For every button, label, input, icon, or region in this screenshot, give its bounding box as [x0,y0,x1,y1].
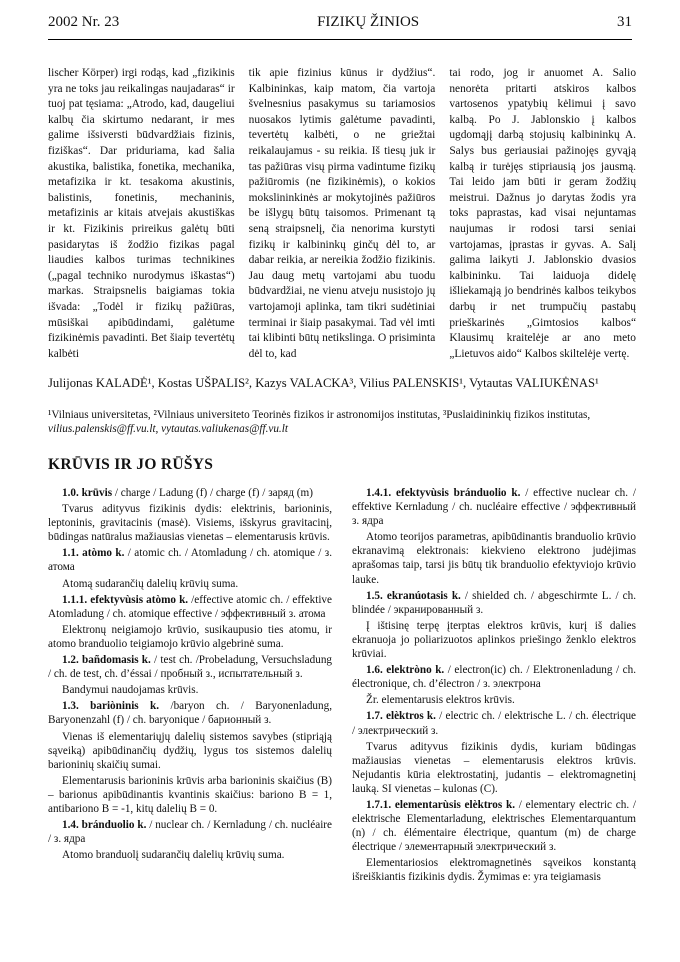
issue-label: 2002 Nr. 23 [48,14,120,30]
glossary-term: 1.7. elèktros k. [366,710,436,723]
glossary-translations: / atomic ch. / Atomladung / ch. atomique / з. атома [48,547,332,574]
glossary-entry-heading [352,663,636,691]
glossary-entry-heading [48,699,332,727]
running-header [48,14,632,40]
glossary-definition: Tvarus adityvus fizikinis dydis, kuriam būdingas mažiausias vienetas – elementarusis elektros krūvis. Nejudantis kūria elektrostatinį, judantis – elektromagnetinį lauką. SI vienetas – kulonas (C). [352,740,636,795]
glossary-entry-heading [352,798,636,854]
glossary-translations: / electric ch. / elektrische L. / ch. électrique / электрический з. [352,710,637,737]
glossary-definition: Į ištisinę terpę įterptas elektros krūvis, kurį iš dalies ekranuoja jo poliarizuotos aplinkos priešingo ženklo elektros krūviai. [352,619,636,661]
glossary-term: 1.7.1. elementarùsis elèktros k. [366,798,516,811]
glossary-term: 1.0. krūvis [62,487,113,499]
glossary-translations: / shielded ch. / abgeschirmte L. / ch. blindée / экранированный з. [352,589,636,616]
glossary-translations: / effective nuclear ch. / effektive Kernladung / ch. nucléaire effective / эффективный з. ядра [352,487,636,528]
glossary-entry-heading [352,486,636,528]
glossary-translations: / test ch. /Probeladung, Versuchsladung / ch. de test, ch. d’éssai / пробный з., испытательный з. [48,654,333,681]
glossary-translations: /effective atomic ch. / effektive Atomladung / ch. atomique effective / эффективный з. атома [48,593,332,620]
authors-line: Julijonas KALADĖ¹, Kostas UŠPALIS², Kazys VALACKA³, Vilius PALENSKIS¹, Vytautas VALIUKĖNAS¹ [48,376,599,390]
glossary-definition: Atomą sudarančių dalelių krūvių suma. [62,577,239,590]
top-article-columns [48,66,637,360]
glossary-definition: Vienas iš elementariųjų dalelių sistemos savybes (stipriąją sąveiką) apibūdinančių dydžių, lygus tos sistemos dalelių barioninių skaičių sumai. [48,730,332,771]
glossary-entry-heading [48,818,332,846]
glossary-entry-heading [352,589,636,617]
glossary-definition: Tvarus adityvus fizikinis dydis: elektrinis, barioninis, leptoninis, gravitacinis (masė). Visiems, išskyrus gravitacinį, būdingas natūralus mažiausias vienetas – elementarusis krūvis. [48,503,332,544]
glossary-entry-heading [48,593,332,621]
glossary-translations: / electron(ic) ch. / Elektronenladung / ch. électronique, ch. d’électron / з. электрона [352,664,636,691]
glossary-definition: Elementarusis barioninis krūvis arba barioninis skaičius (B) – barionus apibūdinantis kvantinis skaičius: barionо B = 1, antibariono B = -1, kitų dalelių B = 0. [48,774,332,815]
glossary-entry-heading [352,709,636,737]
glossary-entry-heading [48,486,332,500]
glossary-term: 1.4.1. efektyvùsis bránduolio k. [366,487,521,499]
glossary-term: 1.2. bañdomasis k. [62,654,151,667]
top-column-3: tai rodo, jog ir anuomet A. Salio nenorėta pritarti atskiros kalbos vartosenos ypatybių kėlimui į savo kalbą. Po J. Jablonskio į kalbos ugdomąjį darbą stojusių kalbininkų A. Salys bus geriausiai pažinojęs gyvąją kalbą ir turėjęs stipriausią jos jausmą. Tai leido jam būti ir geram žodžių meistrui. Dažnus jo darytas žodis yra toks paprastas, kad visai nejuntamas naujumas ir rodosi tarsi seniai vartojamas, įprastas ir gyvas. A. Salį galima laikyti J. Jablonskio dvasios kalbininku. Tai laiduoja didelę išliekamąją jo bendrinės kalbos teikybos darbų ir net trumpučių pastabų prieškarinės „Gimtosios kalbos“ Klausimų kraitelėje ar ano meto „Lietuvos aido“ Kalbos skiltelėje vertę. [449,67,637,360]
glossary-translations: / elementary electric ch. / elektrische Elementarladung, elektrisches Elementarquantum (n) / ch. élémentaire électrique, quantum (m) de charge électrique / элементарный электрический з. [352,798,636,854]
affiliations [48,408,636,437]
journal-title: FIZIKŲ ŽINIOS [317,14,420,30]
glossary-definition: Elektronų neigiamojo krūvio, susikaupusio ties atomu, ir atomo branduolio teigiamojo krūvio algebrinė suma. [48,623,332,650]
glossary-columns [48,486,636,938]
glossary-term: 1.1.1. efektyvùsis atòmo k. [62,593,189,606]
top-column-2: tik apie fizinius kūnus ir dydžius“. Kalbininkas, kaip matom, čia vartoja švelnesnius pasakymus su tariamosios nuosakos lytimis galėtume pavadinti, tevertėtų kalbėti, o ne griežtai reikalaujamus - su reikia. Iš tiesų juk ir tas pažiūras visų pirma vadintume fizikų pažiūromis (ne fizikinėmis), o kokios mokslininkinės ar mokytojinės pažiūros be išlygų būtų taisomos. Primenant tą seną straipsnelį, čia nenorima kurstyti fizikų ir kalbininkų ginčų dėl to, ar dabar reikia, ar nereikia žodžio fizikinis. Jau daug metų vartojami abu tuodu būdvardžiai, ne vienu atveju nusistojo jų vartojamoji aplinka, tam tikri sudėtiniai terminai ir šiaip pasakymai. Tad vėl imti tai klibinti būtų netikslinga. O prisiminta dėl to, kad [248,67,436,360]
glossary-term: 1.6. elektròno k. [366,664,445,677]
glossary-term: 1.5. ekranúotasis k. [366,589,461,602]
section-title: KRŪVIS IR JO RŪŠYS [48,456,214,473]
glossary-term: 1.1. atòmo k. [62,547,125,560]
author-emails: vilius.palenskis@ff.vu.lt, vytautas.valiukenas@ff.vu.lt [48,423,288,436]
glossary-definition: Bandymui naudojamas krūvis. [62,684,199,697]
glossary-definition: Žr. elementarusis elektros krūvis. [366,694,515,707]
glossary-translations: /baryon ch. / Baryonenladung, Baryonenzahl (f) / ch. baryonique / барионный з. [48,700,332,727]
glossary-translations: / nuclear ch. / Kernladung / ch. nucléaire / з. ядра [48,819,332,846]
page-number: 31 [616,14,632,30]
affiliation-text: ¹Vilniaus universitetas, ²Vilniaus universiteto Teorinės fizikos ir astronomijos institutas, ³Puslaidininkių fizikos institutas, [48,409,591,421]
glossary-entry-heading [48,653,332,681]
glossary-entry-heading [48,546,332,574]
glossary-definition: Elementariosios elektromagnetinės sąveikos konstantą išreiškiantis fizikinis dydis. Žymimas e: yra teigiamasis [352,857,636,884]
glossary-column-right [352,486,636,938]
glossary-term: 1.4. bránduolio k. [62,819,147,832]
top-column-1: lischer Körper) irgi rodąs, kad „fizikinis yra ne toks jau reikalingas naujadaras“ ir tuoj pat tęsiama: „Atrodo, kad, daugeliui kalbų čia skirtumo nedarant, ir mes galime išsiversti būdvardžiais fizinis, fiziškas“. Dar priduriama, kad šalia akustika, balistika, fonetika, mechanika, metafizika ir kt. tesakoma akustinis, balistinis, fonetinis, mechaninis, metafizinis ar kitais atvejais akustiškas ir kt. Fizikinis prireikus galėtų būti pasidarytas iš žodžio fizikas pagal liaudies kalbos turimas technikines („pagal techniko nurodymus iškastas“) markas. Straipsnelis baigiamas tokia išvada: „Todėl ir fizikų pažiūras, mūsiškai apibūdindami, galėtume fizikinėmis pavadinti. Bet šiaip tevertėtų kalbėti [48,67,235,360]
glossary-term: 1.3. bariòninis k. [62,700,160,713]
glossary-translations: / charge / Ladung (f) / charge (f) / заряд (m) [112,487,313,499]
glossary-definition: Atomo branduolį sudarančių dalelių krūvių suma. [62,849,285,862]
glossary-definition: Atomo teorijos parametras, apibūdinantis branduolio krūvio ekranavimą elektronais: kiekvieno elektrono judėjimas aprašomas taip, tarsi jis būtų tik branduolio efektyviojo krūvio lauke. [352,531,636,586]
glossary-column-left [48,486,332,938]
